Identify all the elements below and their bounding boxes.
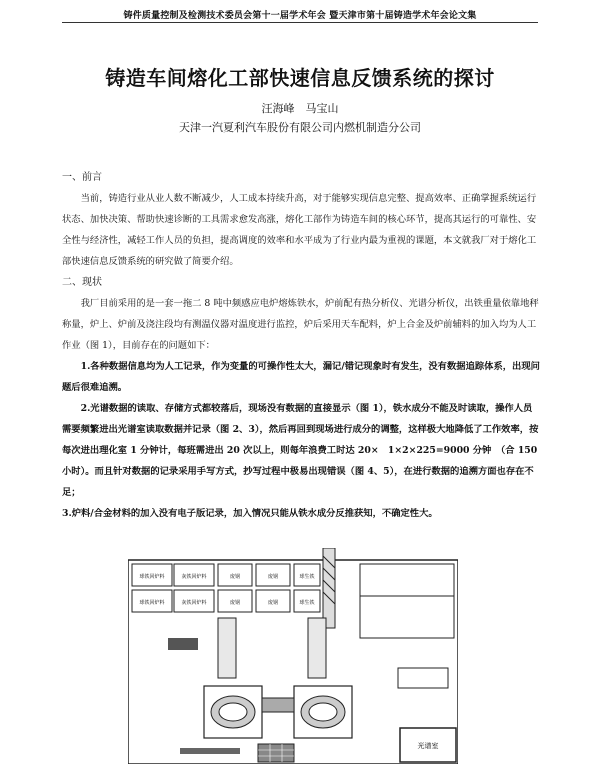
problem-item-1: 1.各种数据信息均为人工记录，作为变量的可操作性太大，漏记/错记现象时有发生，没有数据追踪体系，出现问题后很难追溯。 — [62, 361, 540, 393]
pouring-platform — [258, 744, 294, 762]
feeder-lane-left — [218, 618, 236, 678]
bin-label: 球铁回炉料 — [139, 574, 165, 580]
crane-column — [323, 548, 335, 628]
bin-label: 球铁回炉料 — [139, 600, 165, 606]
furnace-left — [204, 686, 262, 738]
figure-1-layout-diagram — [128, 548, 458, 764]
bin-label: 废钢 — [229, 600, 241, 606]
spectral-room-label: 光谱室 — [417, 742, 439, 750]
paper-title: 铸造车间熔化工部快速信息反馈系统的探讨 — [105, 66, 495, 90]
section-heading-intro: 一、前言 — [62, 172, 102, 183]
bin-label: 灰铁回炉料 — [181, 574, 207, 580]
body-text — [62, 167, 540, 524]
charging-cart — [168, 638, 198, 650]
running-head: 铸件质量控制及检测技术委员会第十一届学术年会 暨天津市第十届铸造学术年会论文集 — [123, 11, 477, 21]
bin-label: 灰铁回炉料 — [181, 600, 207, 606]
section-heading-status: 二、现状 — [62, 277, 102, 288]
bin-label: 球生铁 — [299, 600, 315, 606]
intro-paragraph: 当前，铸造行业从业人数不断减少，人工成本持续升高，对于能够实现信息完整、提高效率、正确掌握系统运行状态、加快决策、帮助快速诊断的工具需求愈发高涨，熔化工部作为铸造车间的核心环节，提高其运行的可靠性、安全性与经济性，减轻工作人员的负担，提高调度的效率和水平成为了行业内最为重视的课题，本文就我厂对于熔化工部快速信息反馈系统的研究做了简要介绍。 — [62, 193, 537, 267]
bin-label: 废钢 — [229, 574, 241, 580]
problem-item-2: 2.光谱数据的读取、存储方式都较落后，现场没有数据的直接显示（图 1），铁水成分不能及时读取，操作人员需要频繁进出光谱室读取数据并记录（图 2、3），然后再回到现场进行成分的调整，这样极大地降低了工作效率，按每次进出理化室 1 分钟计，每班需进出 20 次以上，则每年浪费工时达 20× 1×2×225=9000 分钟 （合 150 小时）。而且针对数据的记录采用手写方式，抄写过程中极易出现错误（图 4、5），在进行数据的追溯方面也存在不足； — [62, 403, 539, 498]
affiliation: 天津一汽夏利汽车股份有限公司内燃机制造分公司 — [179, 121, 421, 134]
feeder-lane-right — [308, 618, 326, 678]
bin-label: 废钢 — [267, 574, 279, 580]
bin-label: 球生铁 — [299, 574, 315, 580]
furnace-connector — [262, 698, 294, 712]
problem-item-3: 3.炉料/合金材料的加入没有电子版记录，加入情况只能从铁水成分反推获知，不确定性大。 — [62, 508, 438, 519]
bin-label: 废钢 — [267, 600, 279, 606]
status-paragraph: 我厂目前采用的是一套一拖二 8 吨中频感应电炉熔炼铁水，炉前配有热分析仪、光谱分析仪，出铁重量依靠地秤称量，炉上、炉前及浇注段均有测温仪器对温度进行监控，炉后采用天车配料，炉上合金及炉前辅料的加入均为人工作业（图 1），目前存在的问题如下： — [62, 298, 539, 351]
header-rule — [62, 22, 538, 23]
authors: 汪海峰 马宝山 — [261, 102, 339, 115]
bottom-rail — [180, 748, 240, 754]
furnace-right — [294, 686, 352, 738]
